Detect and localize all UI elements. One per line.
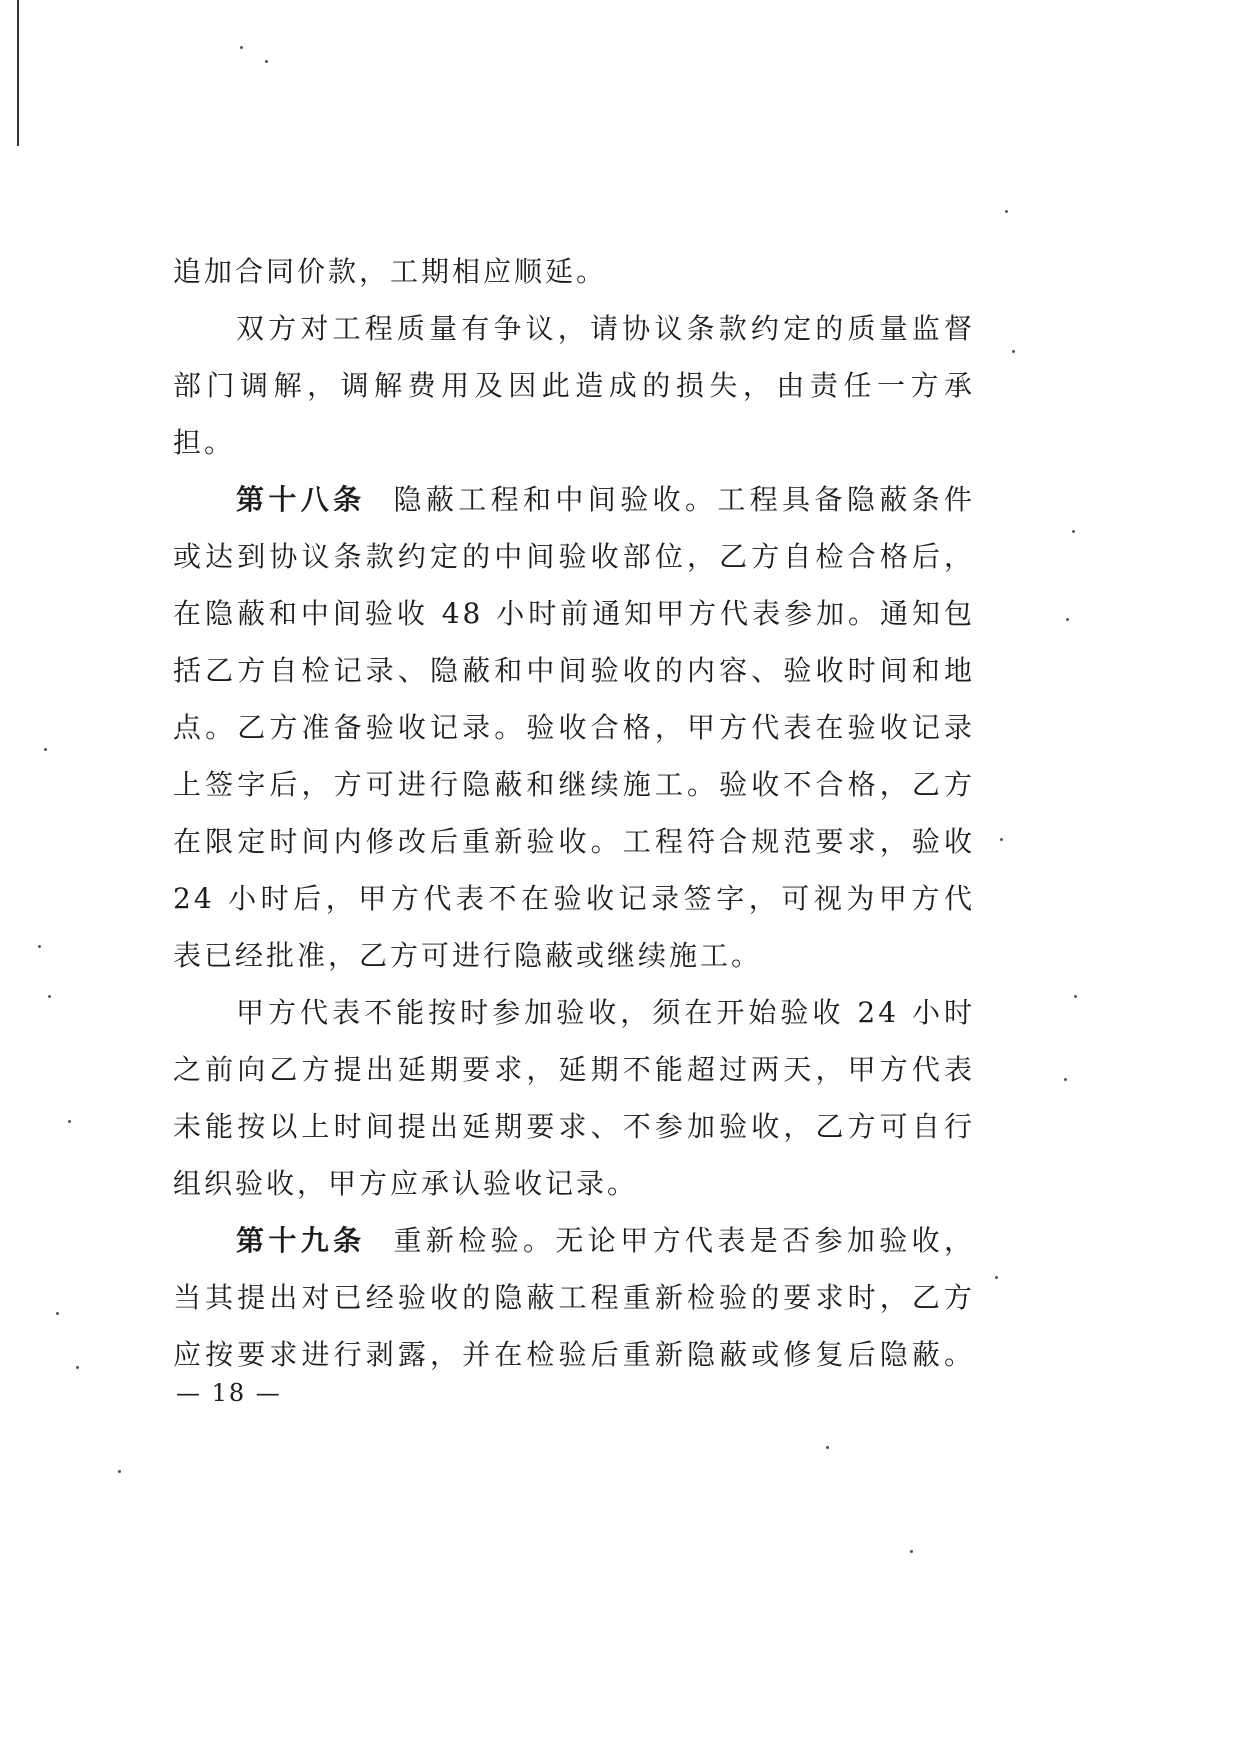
scan-speck (1000, 838, 1003, 841)
article-text: 隐蔽工程和中间验收。工程具备隐蔽条件 (393, 483, 975, 516)
document-body (173, 243, 975, 1383)
scan-speck (240, 46, 243, 49)
article-label: 第十八条 (236, 483, 366, 516)
text-line: 或达到协议条款约定的中间验收部位，乙方自检合格后， (173, 540, 975, 573)
scan-speck (910, 1550, 913, 1553)
text-line: 应按要求进行剥露，并在检验后重新隐蔽或修复后隐蔽。 (173, 1338, 975, 1371)
scan-speck (1005, 210, 1008, 213)
scan-speck (265, 60, 268, 63)
text-line: 双方对工程质量有争议，请协议条款约定的质量监督 (236, 312, 975, 345)
text-line: 24 小时后，甲方代表不在验收记录签字，可视为甲方代 (173, 882, 975, 915)
scan-speck (1072, 530, 1075, 533)
text-line: 表已经批准，乙方可进行隐蔽或继续施工。 (173, 939, 763, 972)
scan-speck (56, 1312, 59, 1315)
scan-speck (995, 1276, 998, 1279)
scan-edge-mark (17, 0, 19, 146)
text-line: 之前向乙方提出延期要求，延期不能超过两天，甲方代表 (173, 1053, 975, 1086)
scan-speck (76, 1366, 79, 1369)
article-label: 第十九条 (236, 1224, 366, 1257)
scan-speck (1074, 995, 1077, 998)
article-first-line (173, 1212, 975, 1269)
text-line: 上签字后，方可进行隐蔽和继续施工。验收不合格，乙方 (173, 768, 975, 801)
article-text: 重新检验。无论甲方代表是否参加验收， (393, 1224, 975, 1257)
text-line: 组织验收，甲方应承认验收记录。 (173, 1167, 639, 1200)
text-line: 在限定时间内修改后重新验收。工程符合规范要求，验收 (173, 825, 975, 858)
text-line: 在隐蔽和中间验收 48 小时前通知甲方代表参加。通知包 (173, 597, 975, 630)
scan-speck (1066, 618, 1069, 621)
scan-speck (48, 995, 51, 998)
scan-speck (826, 1446, 829, 1449)
text-line: 当其提出对已经验收的隐蔽工程重新检验的要求时，乙方 (173, 1281, 975, 1314)
text-line: 括乙方自检记录、隐蔽和中间验收的内容、验收时间和地 (173, 654, 975, 687)
scan-speck (118, 1470, 121, 1473)
text-line: 点。乙方准备验收记录。验收合格，甲方代表在验收记录 (173, 711, 975, 744)
scan-speck (68, 1120, 71, 1123)
scan-speck (44, 748, 47, 751)
page-number: — 18 — (176, 1379, 282, 1407)
scan-speck (1012, 350, 1015, 353)
scan-speck (1064, 1078, 1067, 1081)
article-first-line (173, 471, 975, 528)
text-line: 部门调解，调解费用及因此造成的损失，由责任一方承 (173, 369, 975, 402)
text-line: 追加合同价款，工期相应顺延。 (173, 255, 608, 288)
scan-speck (38, 945, 41, 948)
text-line: 担。 (173, 426, 236, 459)
text-line: 甲方代表不能按时参加验收，须在开始验收 24 小时 (236, 996, 975, 1029)
text-line: 未能按以上时间提出延期要求、不参加验收，乙方可自行 (173, 1110, 975, 1143)
